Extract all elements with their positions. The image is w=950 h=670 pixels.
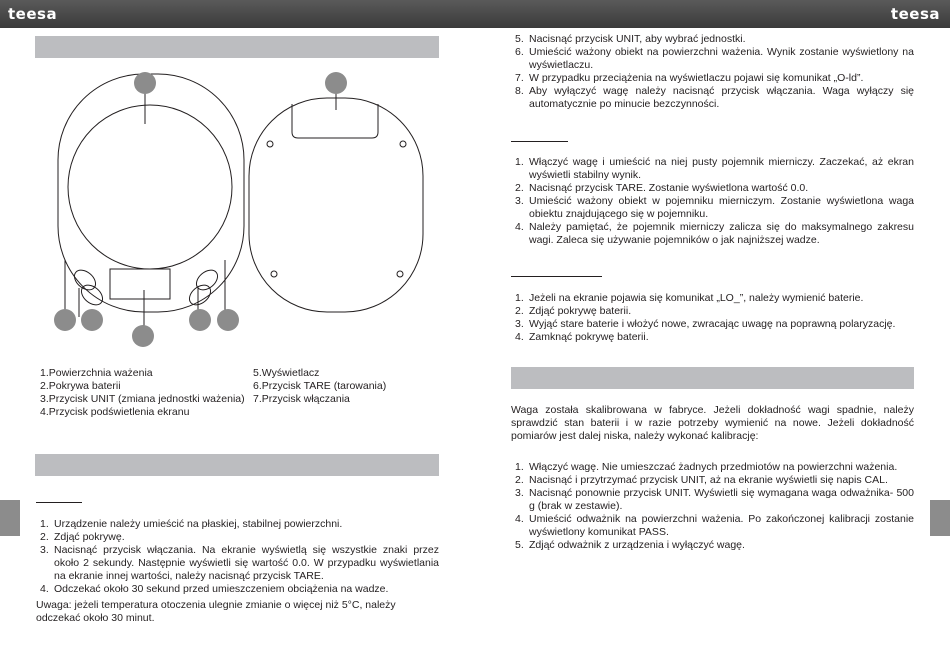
scale-diagram	[35, 62, 445, 372]
list-item: 5. Zdjąć odważnik z urządzenia i wyłączyć wagę.	[515, 539, 745, 551]
tare-steps	[515, 156, 914, 247]
foot	[267, 141, 273, 147]
callout-marker	[325, 72, 347, 94]
list-item: 3. Umieścić ważony obiekt w pojemniku mierniczym. Zostanie wyświetlona waga obiektu znajdującego się w pojemniku.	[515, 195, 914, 220]
subheading-rule	[511, 276, 602, 277]
warning-note: Uwaga: jeżeli temperatura otoczenia ulegnie zmianie o więcej niż 5°C, należy odczekać około 30 minut.	[36, 599, 396, 624]
legend-item: 3.Przycisk UNIT (zmiana jednostki ważenia)	[40, 393, 245, 405]
usage-steps-continued	[515, 33, 914, 111]
legend-item: 6.Przycisk TARE (tarowania)	[253, 380, 387, 392]
section-header-description	[35, 36, 439, 58]
foot	[400, 141, 406, 147]
list-item: 4. Odczekać około 30 sekund przed umieszczeniem obciążenia na wadze.	[40, 583, 389, 595]
calibration-steps	[515, 461, 914, 552]
list-item: 3. Wyjąć stare baterie i włożyć nowe, zwracając uwagę na poprawną polaryzację.	[515, 318, 896, 330]
power-button	[186, 281, 215, 309]
page-side-tab	[0, 500, 20, 536]
parts-legend-col2	[253, 367, 386, 406]
parts-legend-col1	[40, 367, 245, 419]
header-bar	[0, 0, 950, 28]
list-item: 1. Włączyć wagę i umieścić na niej pusty pojemnik mierniczy. Zaczekać, aż ekran wyświetli stabilny wynik.	[515, 156, 914, 181]
foot	[271, 271, 277, 277]
legend-item: 7.Przycisk włączania	[253, 393, 350, 405]
tare-button	[193, 266, 222, 294]
usage-steps	[40, 518, 439, 596]
callout-markers	[54, 72, 239, 347]
list-item: 4. Umieścić odważnik na powierzchni ważenia. Po zakończonej kalibracji zostanie wyświetlony komunikat PASS.	[515, 513, 914, 538]
subheading-rule	[36, 502, 82, 503]
callout-marker	[132, 325, 154, 347]
list-item: 2. Nacisnąć przycisk TARE. Zostanie wyświetlona wartość 0.0.	[515, 182, 809, 194]
list-item: 2. Zdjąć pokrywę.	[40, 531, 125, 543]
battery-cover	[292, 104, 378, 138]
list-item: 1. Włączyć wagę. Nie umieszczać żadnych przedmiotów na powierzchni ważenia.	[515, 461, 898, 473]
callout-marker	[81, 309, 103, 331]
callout-marker	[134, 72, 156, 94]
unit-button	[71, 266, 100, 294]
callout-marker	[54, 309, 76, 331]
list-item: 3. Nacisnąć ponownie przycisk UNIT. Wyświetli się wymagana waga odważnika- 500 g (brak w zestawie).	[515, 487, 914, 512]
list-item: 2. Nacisnąć i przytrzymać przycisk UNIT, aż na ekranie wyświetli się napis CAL.	[515, 474, 888, 486]
scale-body-back	[249, 98, 423, 312]
list-item: 4. Zamknąć pokrywę baterii.	[515, 331, 649, 343]
list-item: 7. W przypadku przeciążenia na wyświetlaczu pojawi się komunikat „O-ld”.	[515, 72, 864, 84]
list-item: 4. Należy pamiętać, że pojemnik mierniczy zalicza się do maksymalnego zakresu wagi. Zaleca się używanie pojemników o jak najniższej wadze.	[515, 221, 914, 246]
legend-item: 5.Wyświetlacz	[253, 367, 320, 379]
display-screen	[110, 269, 170, 299]
list-item: 5. Nacisnąć przycisk UNIT, aby wybrać jednostki.	[515, 33, 746, 45]
callout-marker	[189, 309, 211, 331]
brand-logo: teesa	[8, 5, 58, 23]
legend-item: 4.Przycisk podświetlenia ekranu	[40, 406, 190, 418]
section-header-calibration	[511, 367, 914, 389]
battery-steps	[515, 292, 914, 344]
scale-front-view	[58, 74, 244, 327]
calibration-intro: Waga została skalibrowana w fabryce. Jeżeli dokładność wagi spadnie, należy sprawdzić stan baterii i w razie potrzeby wymienić na nowe. Jeżeli dokładność pomiarów jest dalej niska, należy wykonać kalibrację:	[511, 404, 914, 442]
weighing-surface	[68, 105, 232, 269]
subheading-rule	[511, 141, 568, 142]
legend-item: 1.Powierzchnia ważenia	[40, 367, 153, 379]
list-item: 1. Urządzenie należy umieścić na płaskiej, stabilnej powierzchni.	[40, 518, 343, 530]
list-item: 1. Jeżeli na ekranie pojawia się komunikat „LO_”, należy wymienić baterie.	[515, 292, 864, 304]
scale-back-view	[249, 83, 423, 312]
section-header-usage	[35, 454, 439, 476]
scale-body-front	[58, 74, 244, 312]
list-item: 2. Zdjąć pokrywę baterii.	[515, 305, 632, 317]
page-side-tab	[930, 500, 950, 536]
legend-item: 2.Pokrywa baterii	[40, 380, 121, 392]
callout-marker	[217, 309, 239, 331]
list-item: 6. Umieścić ważony obiekt na powierzchni ważenia. Wynik zostanie wyświetlony na wyświetlaczu.	[515, 46, 914, 71]
list-item: 3. Nacisnąć przycisk włączania. Na ekranie wyświetlą się wszystkie znaki przez około 2 sekundy. Następnie wyświetli się wartość 0.0. W przypadku wyświetlania na ekranie innej wartości, należy nacisnąć przycisk TARE.	[40, 544, 439, 582]
brand-logo: teesa	[890, 5, 940, 23]
foot	[397, 271, 403, 277]
list-item: 8. Aby wyłączyć wagę należy nacisnąć przycisk włączania. Waga wyłączy się automatycznie po minucie bezczynności.	[515, 85, 914, 110]
